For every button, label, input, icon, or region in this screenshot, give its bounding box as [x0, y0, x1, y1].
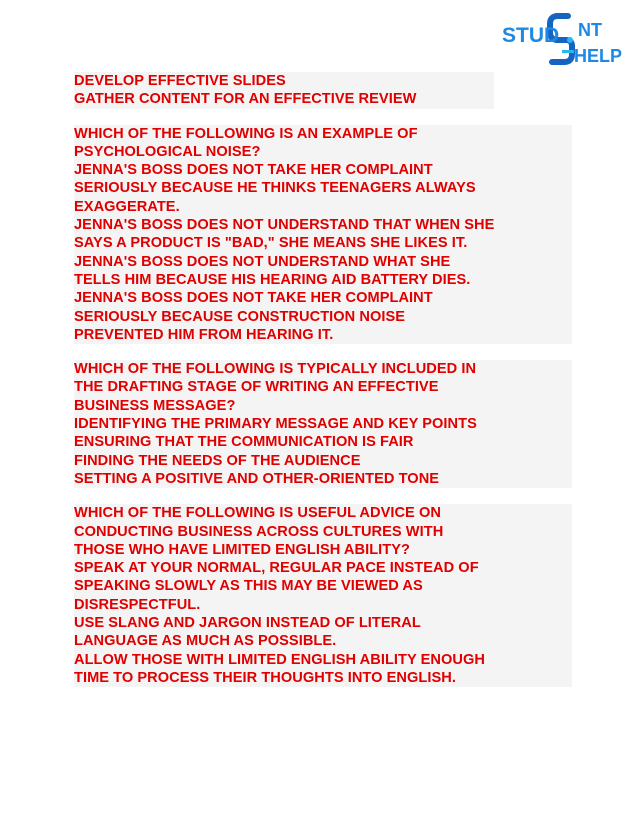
answer-line: JENNA'S BOSS DOES NOT UNDERSTAND THAT WHEN SHE [74, 217, 495, 234]
question-block [74, 504, 572, 687]
answer-line: PREVENTED HIM FROM HEARING IT. [74, 326, 334, 343]
logo-text-left: STUD [502, 24, 560, 47]
answer-line: TIME TO PROCESS THEIR THOUGHTS INTO ENGLISH. [74, 669, 456, 686]
answer-line: FINDING THE NEEDS OF THE AUDIENCE [74, 452, 361, 469]
logo-dash [562, 50, 574, 53]
answer-line: TELLS HIM BECAUSE HIS HEARING AID BATTERY DIES. [74, 271, 471, 288]
question-block [74, 360, 572, 488]
answer-line: SPEAK AT YOUR NORMAL, REGULAR PACE INSTEAD OF [74, 560, 479, 577]
answer-line: JENNA'S BOSS DOES NOT TAKE HER COMPLAINT [74, 290, 433, 307]
text-line: GATHER CONTENT FOR AN EFFECTIVE REVIEW [74, 91, 417, 108]
answer-line: SERIOUSLY BECAUSE HE THINKS TEENAGERS ALWAYS [74, 180, 476, 197]
answer-line: LANGUAGE AS MUCH AS POSSIBLE. [74, 633, 337, 650]
student-help-logo [500, 10, 628, 72]
question-line: THE DRAFTING STAGE OF WRITING AN EFFECTIVE [74, 379, 439, 396]
question-line: THOSE WHO HAVE LIMITED ENGLISH ABILITY? [74, 541, 410, 558]
answer-line: IDENTIFYING THE PRIMARY MESSAGE AND KEY POINTS [74, 416, 477, 433]
answer-line: EXAGGERATE. [74, 198, 180, 215]
answer-line: DISRESPECTFUL. [74, 596, 201, 613]
text-line: DEVELOP EFFECTIVE SLIDES [74, 73, 286, 89]
student-help-logo-graphic [500, 10, 628, 72]
document-body [74, 72, 572, 687]
logo-dot [567, 37, 573, 43]
answer-line: JENNA'S BOSS DOES NOT TAKE HER COMPLAINT [74, 162, 433, 179]
question-line: BUSINESS MESSAGE? [74, 397, 236, 414]
logo-text-right-top: NT [578, 20, 602, 40]
answer-line: SPEAKING SLOWLY AS THIS MAY BE VIEWED AS [74, 578, 423, 595]
answer-line: SAYS A PRODUCT IS "BAD," SHE MEANS SHE LIKES IT. [74, 235, 468, 252]
question-line: WHICH OF THE FOLLOWING IS AN EXAMPLE OF [74, 125, 418, 142]
answer-line: JENNA'S BOSS DOES NOT UNDERSTAND WHAT SHE [74, 253, 451, 270]
question-line: CONDUCTING BUSINESS ACROSS CULTURES WITH [74, 523, 444, 540]
answer-line: SETTING A POSITIVE AND OTHER-ORIENTED TONE [74, 470, 440, 487]
text-block [74, 72, 494, 109]
question-block [74, 125, 572, 345]
answer-line: USE SLANG AND JARGON INSTEAD OF LITERAL [74, 615, 421, 632]
question-line: WHICH OF THE FOLLOWING IS USEFUL ADVICE ON [74, 505, 441, 522]
answer-line: SERIOUSLY BECAUSE CONSTRUCTION NOISE [74, 308, 406, 325]
logo-text-right-bottom: HELP [574, 46, 623, 66]
question-line: WHICH OF THE FOLLOWING IS TYPICALLY INCLUDED IN [74, 361, 477, 378]
question-line: PSYCHOLOGICAL NOISE? [74, 143, 261, 160]
answer-line: ALLOW THOSE WITH LIMITED ENGLISH ABILITY ENOUGH [74, 651, 485, 668]
answer-line: ENSURING THAT THE COMMUNICATION IS FAIR [74, 434, 414, 451]
